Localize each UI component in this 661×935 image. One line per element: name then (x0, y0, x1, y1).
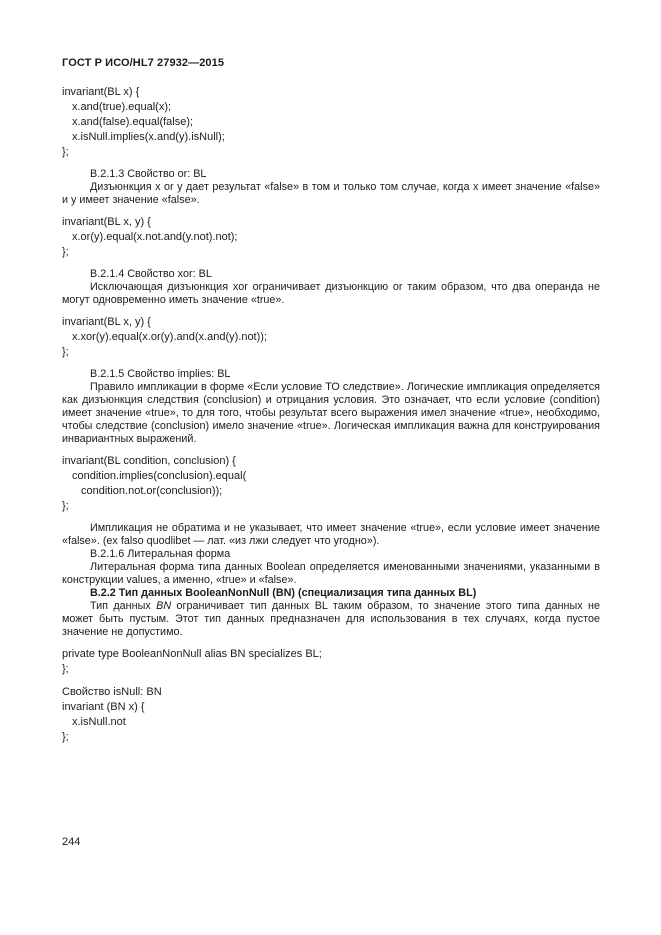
paragraph: Импликация не обратима и не указывает, что имеет значение «true», если условие имеет значение «false». (ex falso quodlibet — лат. «из лжи следует что угодно»). (62, 522, 600, 547)
code-line: condition.implies(conclusion).equal( (72, 470, 247, 482)
code-line: }; (62, 500, 69, 512)
paragraph: Дизъюнкция x or y дает результат «false» в том и только том случае, когда x имеет значение «false» и y имеет значение «false». (62, 181, 600, 206)
code-line: invariant(BL x, y) { (62, 316, 151, 328)
code-block-or (62, 215, 600, 260)
paragraph (62, 600, 600, 639)
paragraph: Литеральная форма типа данных Boolean определяется именованными значениями, указанными в конструкции values, а именно, «true» и «false». (62, 561, 600, 586)
page-number: 244 (62, 836, 81, 848)
page-content (62, 57, 600, 753)
code-line: }; (62, 346, 69, 358)
code-line: x.isNull.implies(x.and(y).isNull); (72, 131, 225, 143)
section-heading: В.2.1.4 Свойство xor: BL (90, 268, 212, 280)
code-line: invariant(BL condition, conclusion) { (62, 455, 236, 467)
code-block-implies (62, 454, 600, 514)
paragraph: Исключающая дизъюнкция xor ограничивает дизъюнкцию or таким образом, что два операнда не могут одновременно иметь значение «true». (62, 281, 600, 306)
text-run: ограничивает тип данных BL таким образом, то значение этого типа данных не может быть пустым. Этот тип данных предназначен для использования в тех случаях, когда пустое значение не допустимо. (62, 600, 601, 638)
code-line: Свойство isNull: BN (62, 686, 162, 698)
section-heading: В.2.1.6 Литеральная форма (90, 548, 231, 560)
code-line: }; (62, 731, 69, 743)
section-implies (62, 368, 600, 446)
code-line: x.xor(y).equal(x.or(y).and(x.and(y).not)); (72, 331, 267, 343)
running-header: ГОСТ Р ИСО/HL7 27932—2015 (62, 57, 225, 69)
code-line: invariant (BN x) { (62, 701, 145, 713)
code-line: condition.not.or(conclusion)); (81, 485, 223, 497)
code-line: }; (62, 146, 69, 158)
code-line: }; (62, 246, 69, 258)
section-literal-and-bn (62, 522, 600, 639)
code-line: x.or(y).equal(x.not.and(y.not).not); (72, 231, 238, 243)
paragraph: Правило импликации в форме «Если условие ТО следствие». Логические импликация определяется как дизъюнкция следствия (conclusion) и отрицания условия. Это означает, что если условие (condition) имеет значение «true», то для того, чтобы результат всего выражения имел значение «true», необходимо, чтобы следствие (conclusion) имело значение «true». Логическая импликация важна для конструирования инвариантных выражений. (62, 381, 600, 445)
code-line: x.and(true).equal(x); (72, 101, 172, 113)
code-block-xor (62, 315, 600, 360)
section-heading-bold: В.2.2 Тип данных BooleanNonNull (BN) (специализация типа данных BL) (90, 587, 477, 599)
code-line: invariant(BL x, y) { (62, 216, 151, 228)
code-block-and (62, 85, 600, 160)
code-line: }; (62, 663, 69, 675)
section-heading: В.2.1.3 Свойство or: BL (90, 168, 207, 180)
section-or (62, 168, 600, 207)
section-xor (62, 268, 600, 307)
code-line: x.and(false).equal(false); (72, 116, 194, 128)
code-block-bn (62, 647, 600, 677)
text-run: Тип данных (90, 600, 157, 612)
code-line: x.isNull.not (72, 716, 126, 728)
section-heading: В.2.1.5 Свойство implies: BL (90, 368, 231, 380)
code-line: private type BooleanNonNull alias BN specializes BL; (62, 648, 322, 660)
text-run-italic: BN (156, 600, 172, 612)
code-line: invariant(BL x) { (62, 86, 140, 98)
code-block-isnull (62, 685, 600, 745)
